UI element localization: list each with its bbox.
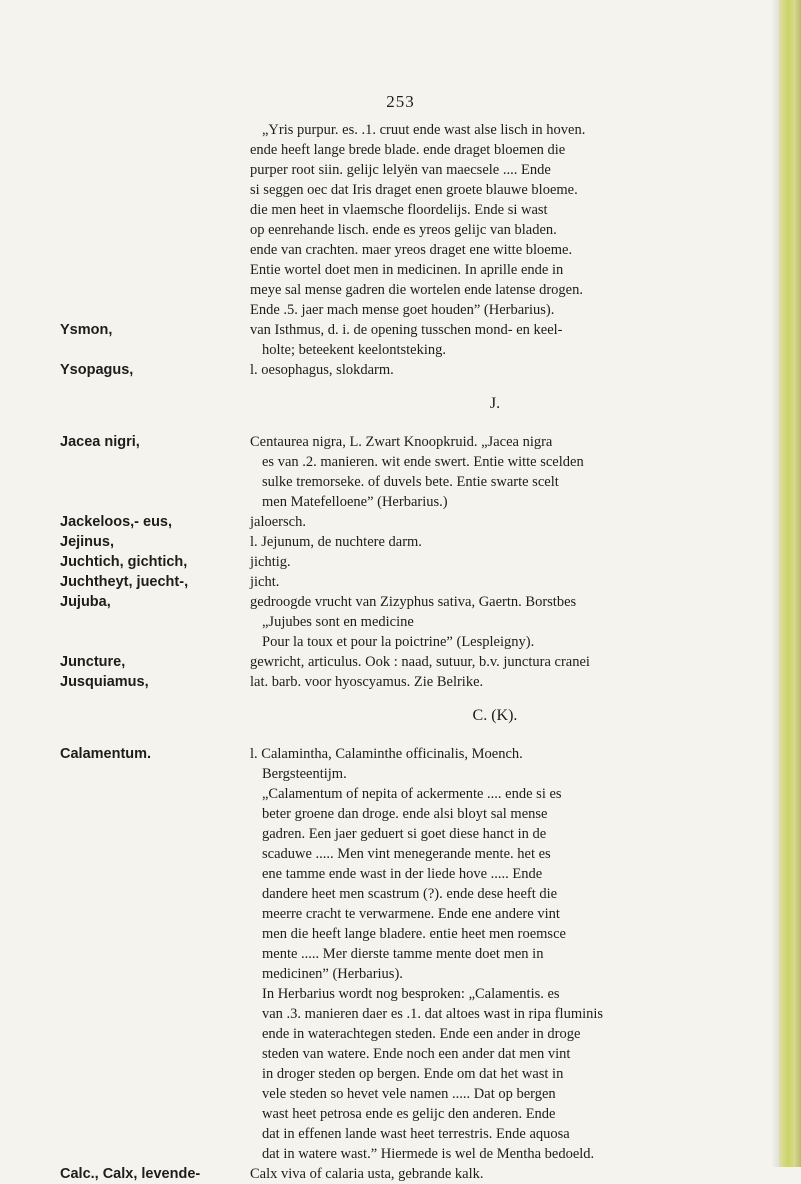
- text-line: op eenrehande lisch. ende es yreos gelijc van bladen.: [250, 222, 557, 238]
- text-line: meye sal mense gadren die wortelen ende latense drogen.: [250, 282, 583, 298]
- text-line: holte; beteekent keelontsteking.: [262, 342, 447, 358]
- text-line: men Matefelloene” (Herbarius.): [262, 494, 448, 510]
- text-line: vele steden so hevet vele namen ..... Dat op bergen: [262, 1086, 556, 1102]
- text-line: l. Jejunum, de nuchtere darm.: [250, 534, 422, 550]
- text-line: van Isthmus, d. i. de opening tusschen mond- en keel-: [250, 322, 563, 338]
- entry-text: [250, 592, 740, 652]
- entry-jusquiamus: [60, 672, 740, 692]
- entry-text: [250, 1164, 740, 1184]
- text-line: ene tamme ende wast in der liede hove ..... Ende: [262, 866, 543, 882]
- text-line: „Yris purpur. es. .1. cruut ende wast alse lisch in hoven.: [262, 122, 586, 138]
- entry-text: [250, 652, 740, 672]
- text-line: men die heeft lange bladere. entie heet men roemsce: [262, 926, 566, 942]
- text-line: l. oesophagus, slokdarm.: [250, 362, 394, 378]
- page-body: [60, 120, 740, 1184]
- entry-text: [250, 572, 740, 592]
- entry-term: Ysopagus,: [60, 362, 134, 378]
- entry-term: Calamentum.: [60, 746, 152, 762]
- entry-term: [60, 120, 250, 320]
- entry-term: Jejinus,: [60, 534, 114, 550]
- entry-text: [250, 552, 740, 572]
- entry-term: Jackeloos,- eus,: [60, 514, 173, 530]
- entry-text: [250, 532, 740, 552]
- entry-jejinus: [60, 532, 740, 552]
- text-line: gewricht, articulus. Ook : naad, sutuur, b.v. junctura cranei: [250, 654, 590, 670]
- text-line: Ende .5. jaer mach mense goet houden” (Herbarius).: [250, 302, 555, 318]
- entry-jackeloos: [60, 512, 740, 532]
- text-line: Entie wortel doet men in medicinen. In aprille ende in: [250, 262, 564, 278]
- entry-term: Ysmon,: [60, 322, 113, 338]
- entry-term: Calc., Calx, levende-: [60, 1166, 201, 1182]
- text-line: si seggen oec dat Iris draget enen groete blauwe bloeme.: [250, 182, 578, 198]
- text-line: Calx viva of calaria usta, gebrande kalk.: [250, 1166, 484, 1182]
- entry-term: Jacea nigri,: [60, 434, 140, 450]
- text-line: lat. barb. voor hyoscyamus. Zie Belrike.: [250, 674, 484, 690]
- entry-text: [250, 360, 740, 380]
- text-line: jicht.: [250, 574, 280, 590]
- text-line: „Jujubes sont en medicine: [262, 614, 414, 630]
- text-line: dat in watere wast.” Hiermede is wel de Mentha bedoeld.: [262, 1146, 595, 1162]
- text-line: In Herbarius wordt nog besproken: „Calamentis. es: [262, 986, 560, 1002]
- entry-text: [250, 432, 740, 512]
- text-line: dat in effenen lande wast heet terrestris. Ende aquosa: [262, 1126, 570, 1142]
- text-line: gadren. Een jaer geduert si goet diese hanct in de: [262, 826, 547, 842]
- text-line: die men heet in vlaemsche floordelijs. Ende si wast: [250, 202, 548, 218]
- text-line: ende van crachten. maer yreos draget ene witte bloeme.: [250, 242, 573, 258]
- page-number: 253: [386, 92, 415, 111]
- text-line: Pour la toux et pour la poictrine” (Lespleigny).: [262, 634, 535, 650]
- entry-calc: [60, 1164, 740, 1184]
- text-line: jaloersch.: [250, 514, 306, 530]
- entry-term: Juchtheyt, juecht-,: [60, 574, 189, 590]
- entry-term: Jujuba,: [60, 594, 111, 610]
- entry-text: [250, 744, 740, 1164]
- entry-term: Juncture,: [60, 654, 126, 670]
- text-line: beter groene dan droge. ende alsi bloyt sal mense: [262, 806, 548, 822]
- text-line: van .3. manieren daer es .1. dat altoes wast in ripa fluminis: [262, 1006, 604, 1022]
- text-line: jichtig.: [250, 554, 291, 570]
- entry-juchtheyt: [60, 572, 740, 592]
- entry-jujuba: [60, 592, 740, 652]
- section-heading-c-k: C. (K).: [472, 707, 518, 724]
- text-line: in droger steden op bergen. Ende om dat het wast in: [262, 1066, 564, 1082]
- text-line: dandere heet men scastrum (?). ende dese heeft die: [262, 886, 558, 902]
- text-line: „Calamentum of nepita of ackermente .... ende si es: [262, 786, 562, 802]
- entry-ysmon: [60, 320, 740, 360]
- book-binding-edge: [779, 0, 801, 1167]
- text-line: scaduwe ..... Men vint menegerande mente. het es: [262, 846, 551, 862]
- text-line: meerre cracht te verwarmene. Ende ene andere vint: [262, 906, 560, 922]
- entry-text: [250, 672, 740, 692]
- text-line: ende in waterachtegen steden. Ende een ander in droge: [262, 1026, 581, 1042]
- entry-ysopagus: [60, 360, 740, 380]
- entry-term: Juchtich, gichtich,: [60, 554, 188, 570]
- text-line: es van .2. manieren. wit ende swert. Entie witte scelden: [262, 454, 584, 470]
- entry-text: [250, 512, 740, 532]
- entry-yris: [60, 120, 740, 320]
- text-line: l. Calamintha, Calaminthe officinalis, Moench.: [250, 746, 523, 762]
- section-heading-j: J.: [489, 395, 501, 412]
- entry-jacea: [60, 432, 740, 512]
- text-line: purper root siin. gelijc lelyën van maecsele .... Ende: [250, 162, 551, 178]
- text-line: wast heet petrosa ende es gelijc den anderen. Ende: [262, 1106, 556, 1122]
- entry-juchtich: [60, 552, 740, 572]
- entry-text: [250, 320, 740, 360]
- entry-calamentum: [60, 744, 740, 1164]
- entry-term: Jusquiamus,: [60, 674, 149, 690]
- entry-juncture: [60, 652, 740, 672]
- text-line: gedroogde vrucht van Zizyphus sativa, Gaertn. Borstbes: [250, 594, 577, 610]
- text-line: sulke tremorseke. of duvels bete. Entie swarte scelt: [262, 474, 559, 490]
- binding-shadow: [771, 0, 779, 1167]
- text-line: steden van watere. Ende noch een ander dat men vint: [262, 1046, 571, 1062]
- text-line: Centaurea nigra, L. Zwart Knoopkruid. „Jacea nigra: [250, 434, 553, 450]
- entry-text: [250, 120, 740, 320]
- text-line: ende heeft lange brede blade. ende draget bloemen die: [250, 142, 566, 158]
- text-line: medicinen” (Herbarius).: [262, 966, 403, 982]
- text-line: Bergsteentijm.: [262, 766, 347, 782]
- text-line: mente ..... Mer dierste tamme mente doet men in: [262, 946, 544, 962]
